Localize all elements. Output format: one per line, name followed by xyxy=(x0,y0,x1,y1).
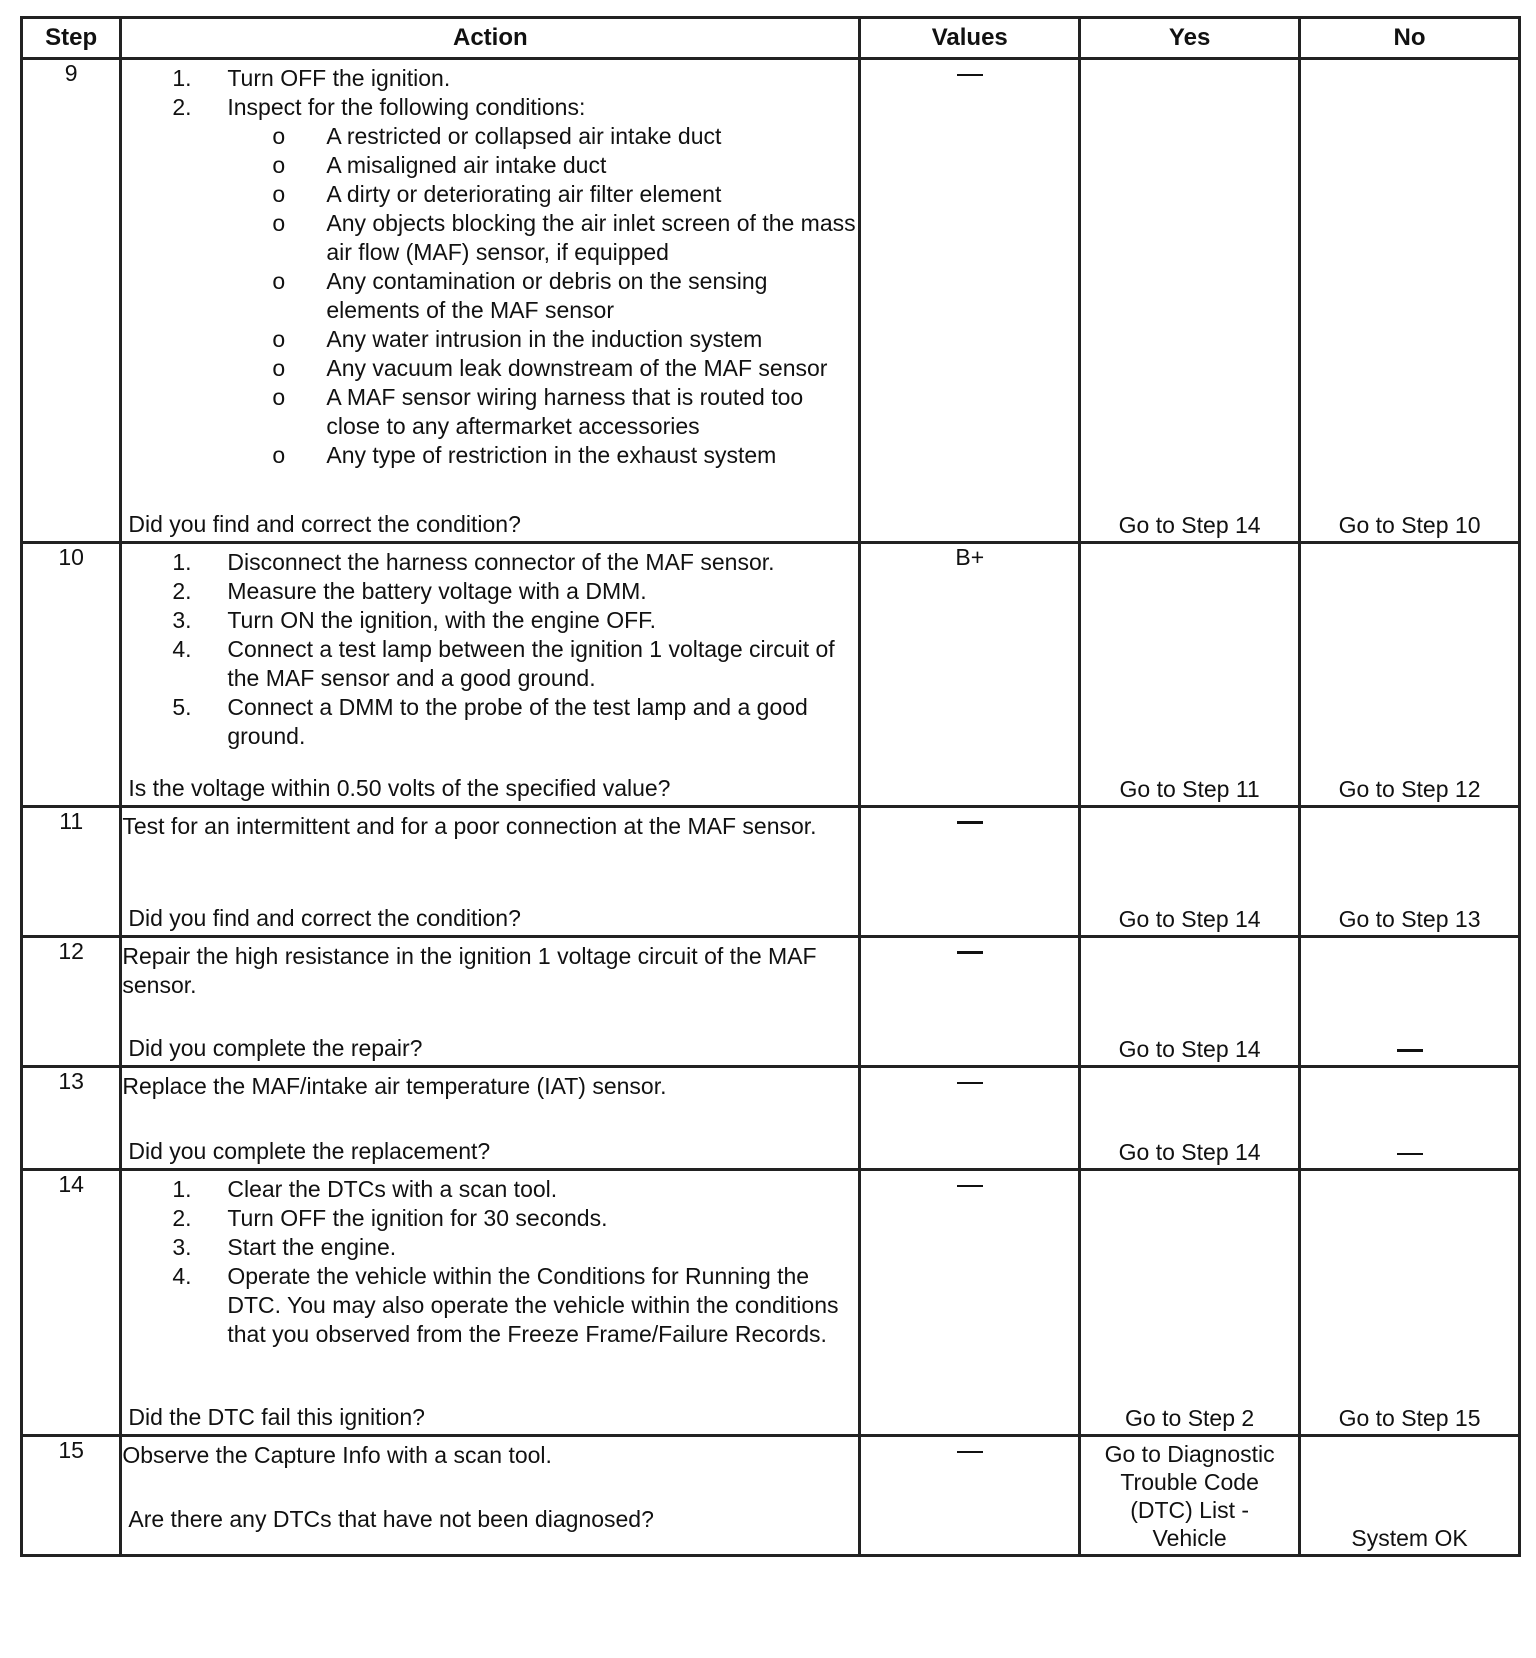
yes-link: Go to Step 14 xyxy=(1118,1036,1261,1062)
header-yes: Yes xyxy=(1080,18,1300,59)
header-no: No xyxy=(1300,18,1520,59)
list-item: 1. Disconnect the harness connector of the MAF sensor. xyxy=(172,549,775,575)
yes-cell xyxy=(1080,1170,1300,1436)
header-action: Action xyxy=(121,18,860,59)
question-text: Is the voltage within 0.50 volts of the specified value? xyxy=(128,775,671,801)
question-text: Did you find and correct the condition? xyxy=(128,905,521,931)
yes-link: Go to Step 11 xyxy=(1119,776,1260,802)
bullet-item: o Any water intrusion in the induction system xyxy=(272,326,763,352)
question-text: Did the DTC fail this ignition? xyxy=(128,1404,425,1430)
yes-cell xyxy=(1080,807,1300,937)
bullet-item: o A dirty or deteriorating air filter element xyxy=(272,181,722,207)
step-number: 15 xyxy=(22,1436,121,1556)
bullet-item: o A misaligned air intake duct xyxy=(272,152,607,178)
action-cell xyxy=(121,1436,860,1556)
list-item: 2. Inspect for the following conditions: xyxy=(172,94,586,120)
dash-icon xyxy=(957,1082,983,1084)
values-cell xyxy=(860,1067,1080,1170)
values-cell xyxy=(860,937,1080,1067)
yes-link: Go to Step 14 xyxy=(1118,512,1261,538)
dash-icon xyxy=(957,1451,983,1453)
yes-link: Go to Step 14 xyxy=(1118,1139,1261,1165)
list-item: 2. Turn OFF the ignition for 30 seconds. xyxy=(172,1205,608,1231)
list-item: 1. Clear the DTCs with a scan tool. xyxy=(172,1176,558,1202)
dash-icon xyxy=(957,74,983,76)
yes-link: Go to Step 14 xyxy=(1118,906,1261,932)
step-number: 10 xyxy=(22,543,121,807)
bullet-item: o Any vacuum leak downstream of the MAF sensor xyxy=(272,355,828,381)
yes-cell xyxy=(1080,543,1300,807)
no-link: Go to Step 15 xyxy=(1338,1405,1481,1431)
yes-cell xyxy=(1080,59,1300,543)
values-cell xyxy=(860,1436,1080,1556)
no-link: Go to Step 13 xyxy=(1338,906,1481,932)
no-cell xyxy=(1300,1067,1520,1170)
bullet-item: o A restricted or collapsed air intake duct xyxy=(272,123,722,149)
no-link: Go to Step 10 xyxy=(1338,512,1481,538)
no-cell xyxy=(1300,1436,1520,1556)
numbered-list xyxy=(122,1175,858,1349)
yes-link: Go to Diagnostic Trouble Code (DTC) List - Vehicle xyxy=(1104,1441,1275,1551)
yes-cell xyxy=(1080,937,1300,1067)
step-number: 13 xyxy=(22,1067,121,1170)
step-number: 9 xyxy=(22,59,121,543)
action-text: Replace the MAF/intake air temperature (IAT) sensor. xyxy=(122,1073,667,1099)
no-link: Go to Step 12 xyxy=(1338,776,1481,802)
bullet-item: o A MAF sensor wiring harness that is routed too close to any aftermarket accessories xyxy=(272,384,804,439)
table-row-step-12 xyxy=(22,937,1520,1067)
table-row-step-13 xyxy=(22,1067,1520,1170)
numbered-list xyxy=(122,548,858,751)
action-cell xyxy=(121,59,860,543)
list-item: 4. Operate the vehicle within the Conditions for Running the DTC. You may also operate the vehicle within the conditions that you observed from the Freeze Frame/Failure Records. xyxy=(172,1263,839,1347)
values-cell: B+ xyxy=(860,543,1080,807)
header-row xyxy=(22,18,1520,59)
table-row-step-15 xyxy=(22,1436,1520,1556)
list-item: 3. Start the engine. xyxy=(172,1234,397,1260)
question-text: Did you complete the replacement? xyxy=(128,1138,491,1164)
header-step: Step xyxy=(22,18,121,59)
no-cell xyxy=(1300,543,1520,807)
action-cell xyxy=(121,937,860,1067)
action-text: Observe the Capture Info with a scan tool. xyxy=(122,1442,552,1468)
yes-cell xyxy=(1080,1436,1300,1556)
bullet-item: o Any contamination or debris on the sensing elements of the MAF sensor xyxy=(272,268,768,323)
table-row-step-14 xyxy=(22,1170,1520,1436)
step-number: 11 xyxy=(22,807,121,937)
step-number: 12 xyxy=(22,937,121,1067)
action-cell xyxy=(121,807,860,937)
yes-cell xyxy=(1080,1067,1300,1170)
no-cell xyxy=(1300,59,1520,543)
step-number: 14 xyxy=(22,1170,121,1436)
bullet-list xyxy=(122,122,858,470)
action-cell xyxy=(121,543,860,807)
list-item: 3. Turn ON the ignition, with the engine OFF. xyxy=(172,607,657,633)
list-item: 1. Turn OFF the ignition. xyxy=(172,65,451,91)
dash-icon xyxy=(957,1185,983,1187)
diagnostic-table xyxy=(20,16,1521,1557)
list-item: 2. Measure the battery voltage with a DMM. xyxy=(172,578,647,604)
no-cell xyxy=(1300,1170,1520,1436)
action-cell xyxy=(121,1067,860,1170)
question-text: Did you complete the repair? xyxy=(128,1035,423,1061)
table-row-step-11 xyxy=(22,807,1520,937)
header-values: Values xyxy=(860,18,1080,59)
action-text: Test for an intermittent and for a poor connection at the MAF sensor. xyxy=(122,813,817,839)
values-cell xyxy=(860,59,1080,543)
table-row-step-10 xyxy=(22,543,1520,807)
list-item: 5. Connect a DMM to the probe of the test lamp and a good ground. xyxy=(172,694,808,749)
no-cell xyxy=(1300,937,1520,1067)
numbered-list xyxy=(122,64,858,122)
values-cell xyxy=(860,807,1080,937)
action-text: Repair the high resistance in the ignition 1 voltage circuit of the MAF sensor. xyxy=(122,943,817,998)
dash-icon xyxy=(957,821,983,824)
no-cell xyxy=(1300,807,1520,937)
bullet-item: o Any type of restriction in the exhaust system xyxy=(272,442,777,468)
bullet-item: o Any objects blocking the air inlet screen of the mass air flow (MAF) sensor, if equipped xyxy=(272,210,856,265)
table-row-step-9 xyxy=(22,59,1520,543)
no-link: System OK xyxy=(1351,1525,1468,1551)
yes-link: Go to Step 2 xyxy=(1125,1405,1255,1431)
dash-icon xyxy=(1397,1049,1423,1052)
dash-icon xyxy=(1397,1153,1423,1155)
list-item: 4. Connect a test lamp between the ignition 1 voltage circuit of the MAF sensor and a good ground. xyxy=(172,636,835,691)
question-text: Are there any DTCs that have not been diagnosed? xyxy=(128,1506,654,1532)
question-text: Did you find and correct the condition? xyxy=(128,511,521,537)
action-cell xyxy=(121,1170,860,1436)
no-link xyxy=(1301,1035,1518,1063)
values-cell xyxy=(860,1170,1080,1436)
dash-icon xyxy=(957,951,983,954)
no-link xyxy=(1301,1138,1518,1166)
